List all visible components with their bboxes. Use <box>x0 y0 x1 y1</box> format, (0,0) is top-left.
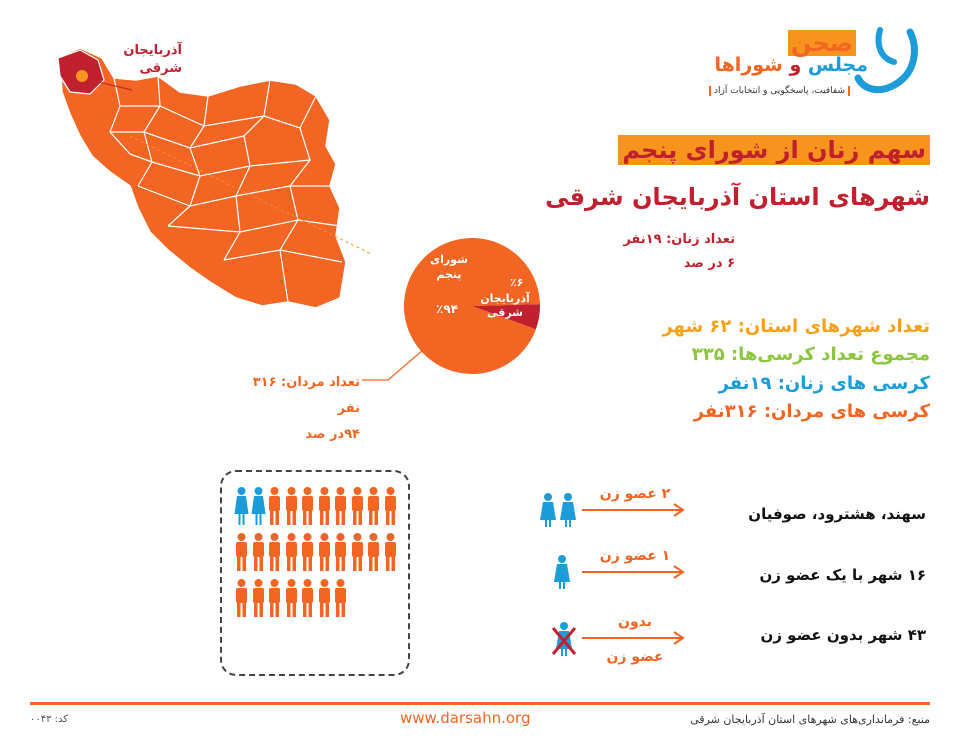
logo-title: صحن <box>788 30 856 56</box>
arrow-right-icon <box>582 631 688 645</box>
arrow-right-icon <box>582 565 688 579</box>
man-icon <box>267 532 282 572</box>
stat-women-seats: کرسی های زنان: ۱۹نفر <box>718 373 930 394</box>
man-icon <box>284 578 299 618</box>
man-icon <box>251 578 266 618</box>
women-summary <box>623 228 735 276</box>
iran-map <box>40 36 370 346</box>
stat-cities: تعداد شهرهای استان: ۶۲ شهر <box>662 316 930 337</box>
woman-icon <box>538 492 578 528</box>
man-icon <box>350 486 365 526</box>
logo-subtitle-tail: شوراها <box>714 54 783 76</box>
man-icon <box>234 578 249 618</box>
row-1-arrow-label: ۲ عضو زن <box>599 486 671 502</box>
men-summary <box>230 370 360 448</box>
province-marker <box>76 70 88 82</box>
man-icon <box>267 578 282 618</box>
man-icon <box>317 486 332 526</box>
row-2-label: ۱۶ شهر با یک عضو زن <box>759 566 926 584</box>
row-3-arrow-label2: عضو زن <box>606 649 664 665</box>
man-icon <box>300 532 315 572</box>
row-2-woman-icon <box>552 554 572 594</box>
man-icon <box>251 532 266 572</box>
man-icon <box>234 532 249 572</box>
logo-subtitle-accent: و <box>789 54 802 76</box>
men-summary-pointer <box>360 340 440 384</box>
row-2-arrow <box>582 548 688 583</box>
women-summary-percent: ۶ در صد <box>683 256 735 271</box>
pie-left-label <box>430 252 468 282</box>
pie-left-label-line1: شورای <box>430 253 468 266</box>
map-province-label-line2: شرقی <box>139 61 182 76</box>
logo <box>700 24 920 114</box>
footer-code: کد: ۰۰۴۳ <box>30 714 69 725</box>
arrow-right-icon <box>582 503 688 517</box>
pie-left-label-line2: پنجم <box>436 268 462 281</box>
man-icon <box>317 578 332 618</box>
woman-icon <box>234 486 249 526</box>
man-icon <box>366 532 381 572</box>
logo-subtitle-main: مجلس <box>807 54 868 76</box>
iran-map-shape <box>60 48 346 308</box>
man-icon <box>317 532 332 572</box>
pie-province-label <box>472 292 538 320</box>
man-icon <box>300 578 315 618</box>
men-summary-percent: ۹۴در صد <box>305 427 360 442</box>
logo-tagline: شفافیت، پاسخگویی و انتخابات آزاد <box>709 86 850 96</box>
man-icon <box>333 486 348 526</box>
woman-icon <box>552 554 572 590</box>
row-3-crossed-woman <box>550 620 578 662</box>
footer-source: منبع: فرمانداری‌های شهرهای استان آذربایجان شرقی <box>690 713 930 726</box>
pie-men-percent: ٪۹۴ <box>436 302 458 316</box>
footer-url-link[interactable]: www.darsahn.org <box>400 709 531 727</box>
women-summary-count: تعداد زنان: ۱۹نفر <box>623 232 735 247</box>
pie-women-percent: ٪۶ <box>510 276 524 289</box>
row-1-label: سهند، هشترود، صوفیان <box>748 505 926 523</box>
man-icon <box>300 486 315 526</box>
footer-divider <box>30 702 930 705</box>
logo-subtitle <box>715 54 869 76</box>
row-1-women-icons <box>538 492 578 532</box>
row-3-arrow-label: بدون <box>618 614 652 630</box>
row-1-arrow <box>582 486 688 521</box>
man-icon <box>333 532 348 572</box>
man-icon <box>366 486 381 526</box>
man-icon <box>284 486 299 526</box>
man-icon <box>350 532 365 572</box>
page-subtitle: شهرهای استان آذربایجان شرقی <box>545 183 930 211</box>
map-province-label <box>122 42 182 78</box>
row-3-arrow <box>582 614 688 665</box>
row-3-label: ۴۳ شهر بدون عضو زن <box>760 626 926 644</box>
map-province-label-line1: آذربایجان <box>123 43 182 58</box>
page-title: سهم زنان از شورای پنجم <box>618 135 930 165</box>
man-icon <box>333 578 348 618</box>
stat-total-seats: مجموع تعداد کرسی‌ها: ۳۳۵ <box>691 344 930 365</box>
man-icon <box>383 532 398 572</box>
pie-province-label-line1: آذربایجان <box>480 292 530 305</box>
man-icon <box>383 486 398 526</box>
woman-icon <box>251 486 266 526</box>
stat-men-seats: کرسی های مردان: ۳۱۶نفر <box>693 401 930 422</box>
crossed-woman-icon <box>550 620 578 658</box>
man-icon <box>267 486 282 526</box>
row-2-arrow-label: ۱ عضو زن <box>599 548 671 564</box>
man-icon <box>284 532 299 572</box>
men-summary-count: تعداد مردان: ۳۱۶ نفر <box>252 375 360 416</box>
pie-province-label-line2: شرقی <box>487 306 523 319</box>
people-grid <box>220 470 410 676</box>
